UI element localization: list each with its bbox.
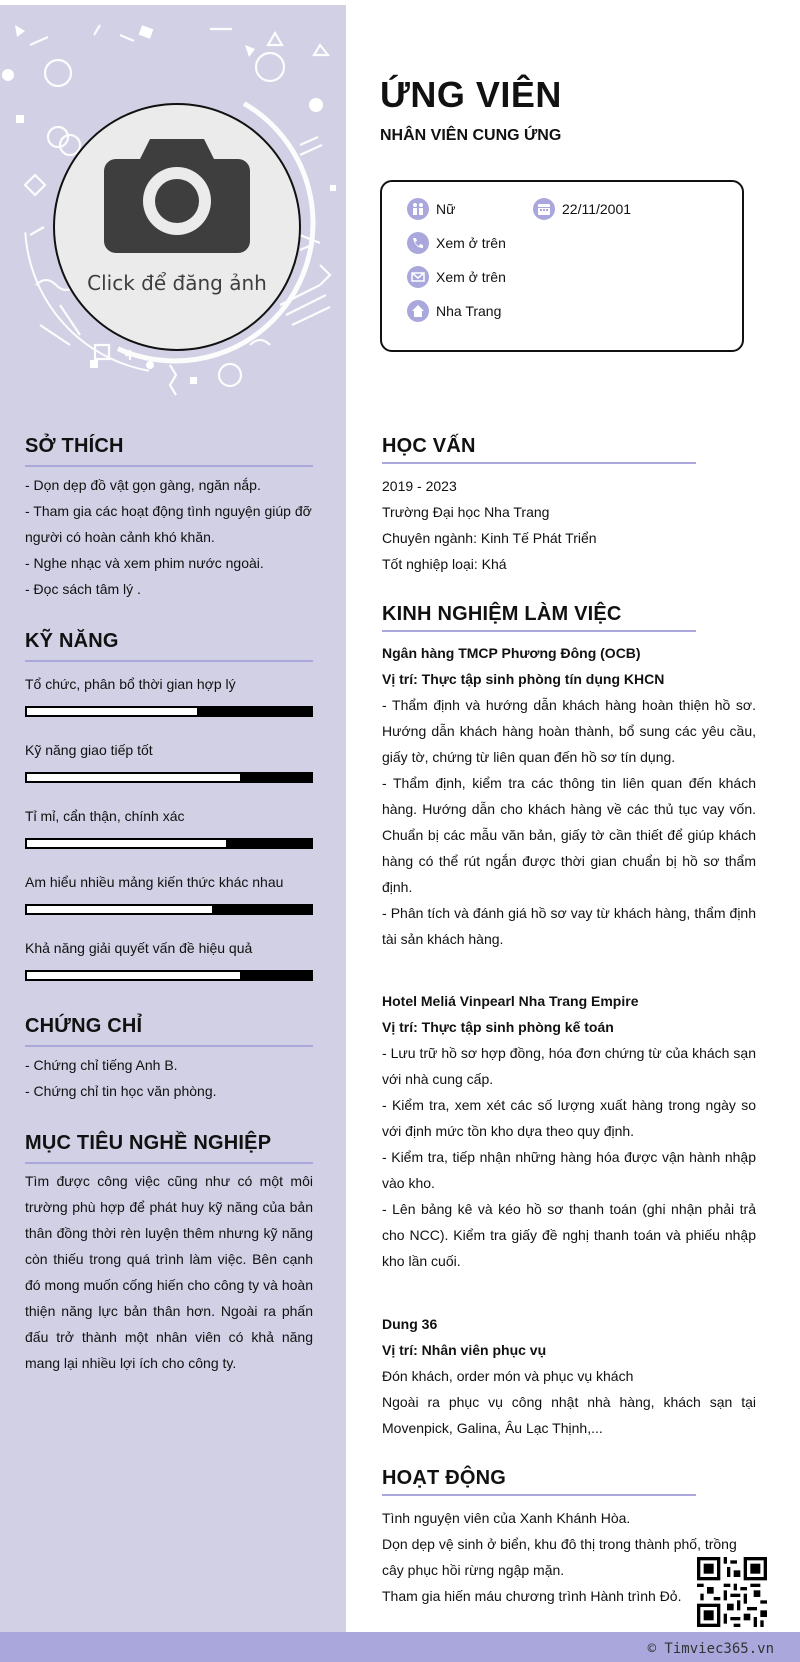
job-entry [382,988,756,1274]
skill-label: Tỉ mỉ, cẩn thận, chính xác [25,808,185,824]
experience-title: KINH NGHIỆM LÀM VIỆC [382,603,622,625]
skill-label: Am hiểu nhiều mảng kiến thức khác nhau [25,874,284,890]
skill-bar-fill [27,840,226,847]
job-line: Đón khách, order món và phục vụ khách [382,1368,634,1384]
email-info [407,266,506,288]
job-line: - Lên bảng kê và kéo hồ sơ thanh toán (ghi nhận phải trả cho NCC). Kiểm tra giấy đề nghị thanh toán và phiếu nhập kho lần cuối. [382,1201,756,1269]
skills-divider [25,660,313,662]
hobbies-title: SỞ THÍCH [25,435,124,457]
hobby-item: - Dọn dẹp đồ vật gọn gàng, ngăn nắp. [25,477,261,493]
skill-bar [25,706,313,717]
phone-value: Xem ở trên [436,235,506,251]
gender-value: Nữ [436,201,456,217]
qr-code-icon [697,1557,767,1627]
job-company: Hotel Meliá Vinpearl Nha Trang Empire [382,993,639,1009]
phone-info [407,232,506,254]
job-company: Dung 36 [382,1316,438,1332]
contact-card [380,180,744,352]
skill-label: Tổ chức, phân bổ thời gian hợp lý [25,676,236,692]
job-line: - Phân tích và đánh giá hồ sơ vay từ khách hàng, thẩm định tài sản khách hàng. [382,905,756,947]
activity-item: Tham gia hiến máu chương trình Hành trình Đỏ. [382,1588,682,1604]
skill-bar-fill [27,774,240,781]
job-line: - Kiểm tra, xem xét các số lượng xuất hàng trong ngày so với định mức tồn kho dựa theo quy định. [382,1097,756,1139]
certificates-title: CHỨNG CHỈ [25,1015,143,1037]
activity-item: Tình nguyện viên của Xanh Khánh Hòa. [382,1510,631,1526]
footer [0,1632,800,1662]
activity-item: Dọn dẹp vệ sinh ở biển, khu đô thị trong thành phố, trồng cây phục hồi rừng ngập mặn. [382,1536,737,1578]
certificate-item: - Chứng chỉ tiếng Anh B. [25,1057,178,1073]
calendar-icon [533,198,555,220]
certificates-divider [25,1045,313,1047]
experience-divider [382,630,696,632]
hobbies-list [25,472,313,602]
skill-bar-fill [27,906,212,913]
skill-bar [25,970,313,981]
education-title: HỌC VẤN [382,435,476,457]
birthday-info [533,198,631,220]
job-line: - Thẩm định và hướng dẫn khách hàng hoàn thiện hồ sơ. Hướng dẫn khách hàng hoàn thành, bổ sung các yêu cầu, giấy tờ, chứng từ liên quan đến hồ sơ tín dụng. [382,697,756,765]
skill-bar [25,772,313,783]
certificate-item: - Chứng chỉ tin học văn phòng. [25,1083,217,1099]
hobby-item: - Đọc sách tâm lý . [25,581,141,597]
job-role: Vị trí: Thực tập sinh phòng tín dụng KHCN [382,671,665,687]
photo-caption: Click để đăng ảnh [87,271,267,295]
camera-icon [102,133,252,253]
job-role: Vị trí: Thực tập sinh phòng kế toán [382,1019,614,1035]
job-company: Ngân hàng TMCP Phương Đông (OCB) [382,645,641,661]
skill-label: Kỹ năng giao tiếp tốt [25,742,153,758]
objective-text: Tìm được công việc cũng như có một môi trường phù hợp để phát huy kỹ năng của bản thân đồng thời rèn luyện thêm nhưng kỹ năng còn thiếu trong quá trình làm việc. Bên cạnh đó mong muốn cống hiến cho công ty và hoàn thiện năng lực bản thân hơn. Ngoài ra phấn đấu trở thành một nhân viên có khả năng mang lại nhiều lợi ích cho công ty. [25,1173,313,1371]
hobbies-divider [25,465,313,467]
job-entry [382,1311,756,1441]
candidate-position: NHÂN VIÊN CUNG ỨNG [380,127,562,144]
education-details [382,473,756,577]
phone-icon [407,232,429,254]
job-entry [382,640,756,952]
email-value: Xem ở trên [436,269,506,285]
footer-watermark: © Timviec365.vn [647,1641,774,1657]
job-role: Vị trí: Nhân viên phục vụ [382,1342,547,1358]
skill-bar [25,838,313,849]
job-line: Ngoài ra phục vụ công nhật nhà hàng, khách sạn tại Movenpick, Galina, Âu Lạc Thịnh,... [382,1394,756,1436]
education-major: Chuyên ngành: Kinh Tế Phát Triển [382,530,597,546]
skill-bar-fill [27,708,197,715]
education-school: Trường Đại học Nha Trang [382,504,550,520]
hobby-item: - Tham gia các hoạt động tình nguyện giúp đỡ người có hoàn cảnh khó khăn. [25,503,312,545]
skill-bar [25,904,313,915]
job-line: - Lưu trữ hồ sơ hợp đồng, hóa đơn chứng từ của khách sạn với nhà cung cấp. [382,1045,756,1087]
objective-title: MỤC TIÊU NGHỀ NGHIỆP [25,1132,272,1154]
skill-label: Khả năng giải quyết vấn đề hiệu quả [25,940,253,956]
skill-bar-fill [27,972,240,979]
address-value: Nha Trang [436,303,502,319]
skills-title: KỸ NĂNG [25,630,119,652]
hobby-item: - Nghe nhạc và xem phim nước ngoài. [25,555,264,571]
candidate-name: ỨNG VIÊN [380,74,562,115]
activities-divider [382,1494,696,1496]
education-divider [382,462,696,464]
birthday-value: 22/11/2001 [562,201,632,217]
education-period: 2019 - 2023 [382,478,457,494]
certificates-list [25,1052,313,1104]
address-info [407,300,501,322]
education-grade: Tốt nghiệp loại: Khá [382,556,507,572]
job-line: - Kiểm tra, tiếp nhận những hàng hóa được vận hành nhập vào kho. [382,1149,756,1191]
home-icon [407,300,429,322]
job-line: - Thẩm định, kiểm tra các thông tin liên quan đến khách hàng. Hướng dẫn cho khách hàng về các thủ tục vay vốn. Chuẩn bị các mẫu văn bản, giấy tờ cần thiết để giúp khách hàng có thể rút ngắn được thời gian chuẩn bị hồ sơ thẩm định. [382,775,756,895]
profile-photo-upload[interactable] [53,103,301,351]
activities-title: HOẠT ĐỘNG [382,1467,507,1489]
mail-icon [407,266,429,288]
gender-icon [407,198,429,220]
objective-divider [25,1162,313,1164]
gender-info [407,198,455,220]
